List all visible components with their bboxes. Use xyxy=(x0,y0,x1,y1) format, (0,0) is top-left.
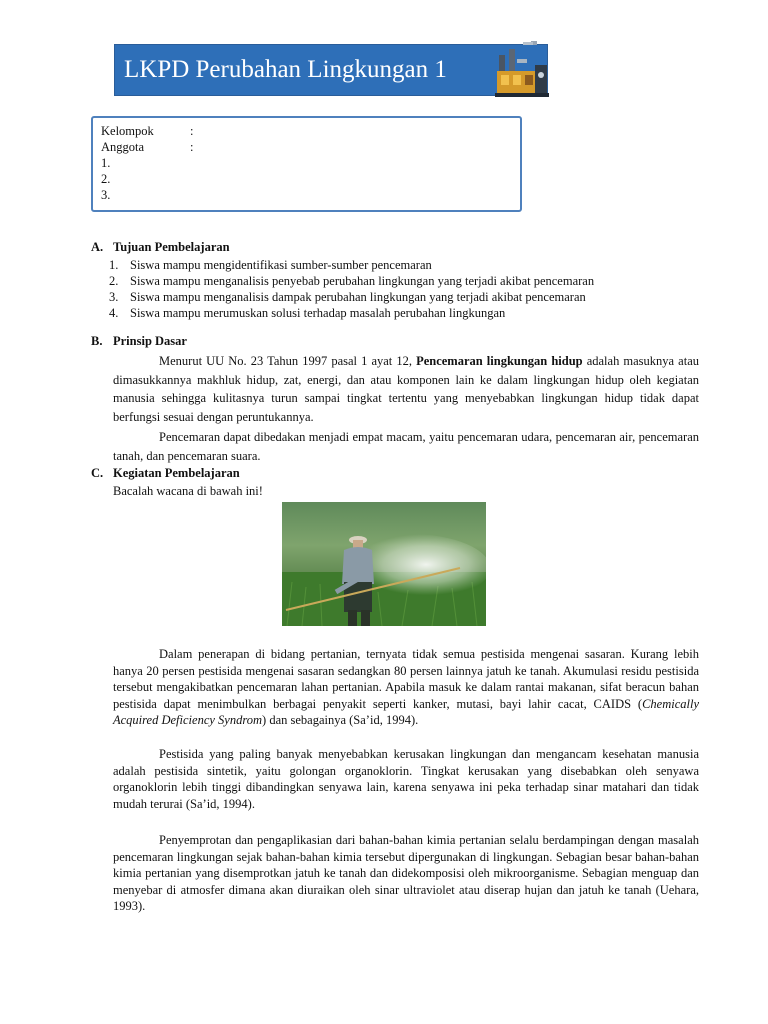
factory-icon xyxy=(491,41,553,99)
section-a-letter: A. xyxy=(91,240,104,254)
kelompok-label: Kelompok xyxy=(101,124,154,138)
member-number-1: 1. xyxy=(101,156,111,170)
objective-text: Siswa mampu menganalisis penyebab perubahan lingkungan yang terjadi akibat pencemaran xyxy=(130,274,595,288)
principle-text-end: adalah masuknya atau dimasukkannya makhluk hidup, zat, energi, dan atau komponen lain ke dalam lingkungan hidup oleh kegiatan manusia sehingga kulitasnya turun sampai tingkat tertentu yang menyebabkan lingkungan hidup tidak dapat berfungsi sesuai dengan peruntukannya. xyxy=(113,354,699,424)
article-paragraph-2: Pestisida yang paling banyak menyebabkan kerusakan lingkungan dan mengancam kesehatan manusia adalah pestisida sintetik, yaitu golongan organoklorin. Tingkat kerusakan yang disebabkan oleh senyawa organoklorin lebih tinggi dibandingkan senyawa lain, karena senyawa ini peka terhadap sinar matahari dan tidak mudah terurai (Sa’id, 1994). xyxy=(113,747,699,811)
group-form-box xyxy=(91,116,522,212)
principle-paragraph-1 xyxy=(113,352,699,426)
article-paragraph-3: Penyemprotan dan pengaplikasian dari bahan-bahan kimia pertanian selalu berdampingan dengan masalah pencemaran lingkungan sejak bahan-bahan kimia tersebut dipergunakan di lingkungan. Sebagian besar bahan-bahan kimia pertanian yang disemprotkan jatuh ke tanah dan didekomposisi oleh mikroorganisme. Sebagian menguap dan menyebar di atmosfer dimana akan diuraikan oleh sinar ultraviolet atau diserap hujan dan jatuh ke tanah (Uehara, 1993). xyxy=(113,833,699,913)
section-a-title: Tujuan Pembelajaran xyxy=(113,240,230,254)
objective-number: 2. xyxy=(109,274,119,288)
objective-text: Siswa mampu menganalisis dampak perubahan lingkungan yang terjadi akibat pencemaran xyxy=(130,290,586,304)
principle-bold-term: Pencemaran lingkungan hidup xyxy=(416,354,583,368)
section-c-letter: C. xyxy=(91,466,104,480)
principle-paragraph-2: Pencemaran dapat dibedakan menjadi empat macam, yaitu pencemaran udara, pencemaran air, pencemaran tanah, dan pencemaran suara. xyxy=(113,430,699,463)
pesticide-spraying-photo xyxy=(282,502,486,626)
section-c-title: Kegiatan Pembelajaran xyxy=(113,466,240,480)
kelompok-colon: : xyxy=(190,124,194,138)
section-b-title: Prinsip Dasar xyxy=(113,334,187,348)
objective-text: Siswa mampu mengidentifikasi sumber-sumber pencemaran xyxy=(130,258,432,272)
anggota-label: Anggota xyxy=(101,140,145,154)
principle-text-start: Menurut UU No. 23 Tahun 1997 pasal 1 ayat 12, xyxy=(159,354,417,368)
objective-number: 3. xyxy=(109,290,119,304)
article-p1-start: Dalam penerapan di bidang pertanian, ternyata tidak semua pestisida mengenai sasaran. Kurang lebih hanya 20 persen pestisida mengenai sasaran sedangkan 80 persen lainnya jatuh ke tanah. Akumulasi residu pestisida tersebut mengakibatkan pencemaran lahan pertanian. Apabila masuk ke dalam rantai makanan, sifat beracun bahan pestisida dapat menimbulkan berbagai penyakit seperti kanker, mutasi, bayi lahir cacat, CAIDS ( xyxy=(113,647,699,711)
article-p1-italic: Chemically Acquired Deficiency Syndrom xyxy=(113,696,699,727)
section-b-letter: B. xyxy=(91,334,103,348)
article-p1-end: ) dan sebagainya (Sa’id, 1994). xyxy=(262,713,419,727)
header-banner xyxy=(114,44,548,96)
article-paragraph-1 xyxy=(113,646,699,729)
member-number-3: 3. xyxy=(101,188,111,202)
page-title: LKPD Perubahan Lingkungan 1 xyxy=(124,56,447,83)
member-number-2: 2. xyxy=(101,172,111,186)
objective-number: 4. xyxy=(109,306,119,320)
objective-text: Siswa mampu merumuskan solusi terhadap masalah perubahan lingkungan xyxy=(130,306,506,320)
objective-number: 1. xyxy=(109,258,119,272)
anggota-colon: : xyxy=(190,140,194,154)
reading-instruction: Bacalah wacana di bawah ini! xyxy=(113,484,263,498)
